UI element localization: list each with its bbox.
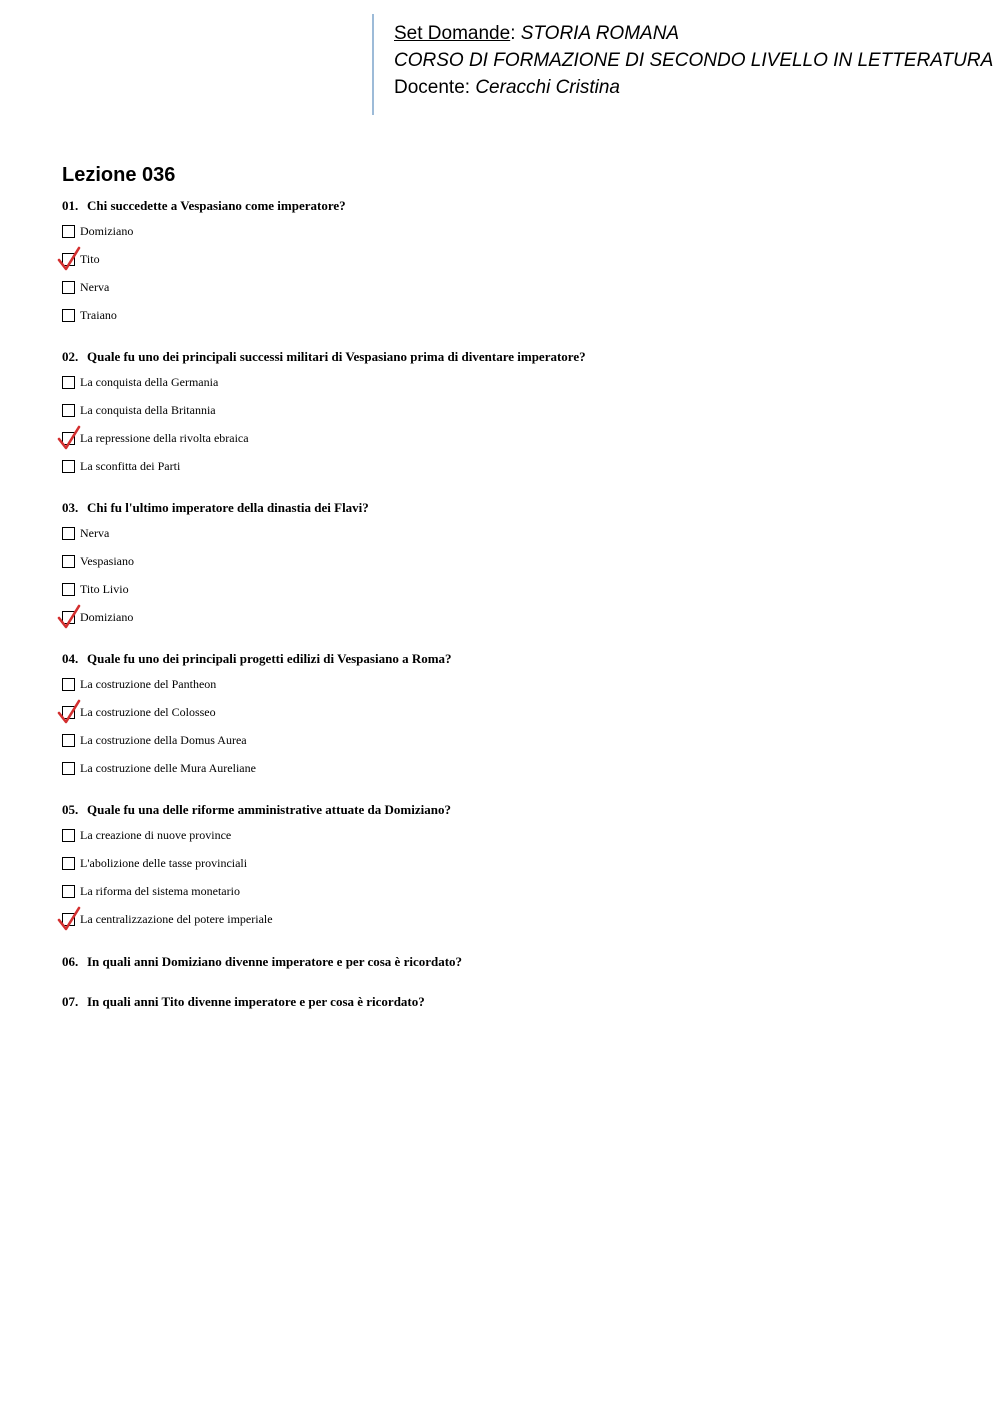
question-text: Chi fu l'ultimo imperatore della dinastia dei Flavi? xyxy=(87,500,369,515)
answer-checkbox[interactable] xyxy=(62,583,75,596)
teacher-line xyxy=(394,77,620,99)
answer-label: La conquista della Britannia xyxy=(80,403,216,417)
answer-checkbox[interactable] xyxy=(62,460,75,473)
answer-label: La conquista della Germania xyxy=(80,375,219,389)
answer-checkbox[interactable] xyxy=(62,857,75,870)
question-number: 06. xyxy=(62,954,79,969)
question-6 xyxy=(62,954,462,970)
question-number: 03. xyxy=(62,500,79,515)
question-text: Quale fu una delle riforme amministrative attuate da Domiziano? xyxy=(87,802,451,817)
answer-label: La riforma del sistema monetario xyxy=(80,884,240,898)
lesson-title: Lezione 036 xyxy=(62,164,176,186)
answer-checkbox[interactable] xyxy=(62,734,75,747)
question-text: Chi succedette a Vespasiano come imperatore? xyxy=(87,198,346,213)
question-5 xyxy=(62,802,451,818)
question-text: Quale fu uno dei principali successi militari di Vespasiano prima di diventare imperatore? xyxy=(87,349,586,364)
answer-label: Domiziano xyxy=(80,224,134,238)
checkmark-icon xyxy=(58,907,82,931)
answer-label: La costruzione del Colosseo xyxy=(80,705,216,719)
answer-checkbox[interactable] xyxy=(62,762,75,775)
question-set-line xyxy=(394,23,679,45)
checkmark-icon xyxy=(58,426,82,450)
answer-checkbox[interactable] xyxy=(62,281,75,294)
course-name: CORSO DI FORMAZIONE DI SECONDO LIVELLO IN LETTERATURA xyxy=(394,50,994,71)
answer-checkbox[interactable] xyxy=(62,829,75,842)
answer-checkbox[interactable] xyxy=(62,555,75,568)
answer-label: Tito Livio xyxy=(80,582,129,596)
question-text: Quale fu uno dei principali progetti edilizi di Vespasiano a Roma? xyxy=(87,651,452,666)
checkmark-icon xyxy=(58,247,82,271)
answer-label: Domiziano xyxy=(80,610,134,624)
answer-label: Nerva xyxy=(80,280,110,294)
question-number: 01. xyxy=(62,198,79,213)
answer-checkbox[interactable] xyxy=(62,678,75,691)
answer-checkbox[interactable] xyxy=(62,376,75,389)
answer-label: L'abolizione delle tasse provinciali xyxy=(80,856,248,870)
question-set-label: Set Domande xyxy=(394,23,511,44)
question-4 xyxy=(62,651,452,667)
teacher-label: Docente: xyxy=(394,77,476,98)
checkmark-icon xyxy=(58,700,82,724)
question-text: In quali anni Tito divenne imperatore e per cosa è ricordato? xyxy=(87,994,425,1009)
answer-label: La repressione della rivolta ebraica xyxy=(80,431,249,445)
answer-checkbox[interactable] xyxy=(62,309,75,322)
teacher-name: Ceracchi Cristina xyxy=(475,77,620,98)
question-7 xyxy=(62,994,425,1010)
question-1 xyxy=(62,198,346,214)
answer-checkbox[interactable] xyxy=(62,225,75,238)
question-number: 02. xyxy=(62,349,79,364)
answer-label: La creazione di nuove province xyxy=(80,828,232,842)
answer-label: La costruzione delle Mura Aureliane xyxy=(80,761,256,775)
answer-label: La costruzione della Domus Aurea xyxy=(80,733,247,747)
question-set-value: STORIA ROMANA xyxy=(520,23,680,44)
question-3 xyxy=(62,500,369,516)
answer-label: Nerva xyxy=(80,526,110,540)
answer-label: Traiano xyxy=(80,308,117,322)
answer-checkbox[interactable] xyxy=(62,404,75,417)
document-header xyxy=(372,14,1000,115)
answer-checkbox[interactable] xyxy=(62,527,75,540)
answer-checkbox[interactable] xyxy=(62,885,75,898)
question-number: 04. xyxy=(62,651,79,666)
question-set-separator: : xyxy=(510,23,521,44)
question-number: 07. xyxy=(62,994,79,1009)
answer-label: Vespasiano xyxy=(80,554,134,568)
question-text: In quali anni Domiziano divenne imperatore e per cosa è ricordato? xyxy=(87,954,463,969)
answer-label: La costruzione del Pantheon xyxy=(80,677,217,691)
answer-label: La sconfitta dei Parti xyxy=(80,459,181,473)
question-2 xyxy=(62,349,586,365)
answer-label: La centralizzazione del potere imperiale xyxy=(80,912,273,926)
checkmark-icon xyxy=(58,605,82,629)
answer-label: Tito xyxy=(80,252,100,266)
question-number: 05. xyxy=(62,802,79,817)
